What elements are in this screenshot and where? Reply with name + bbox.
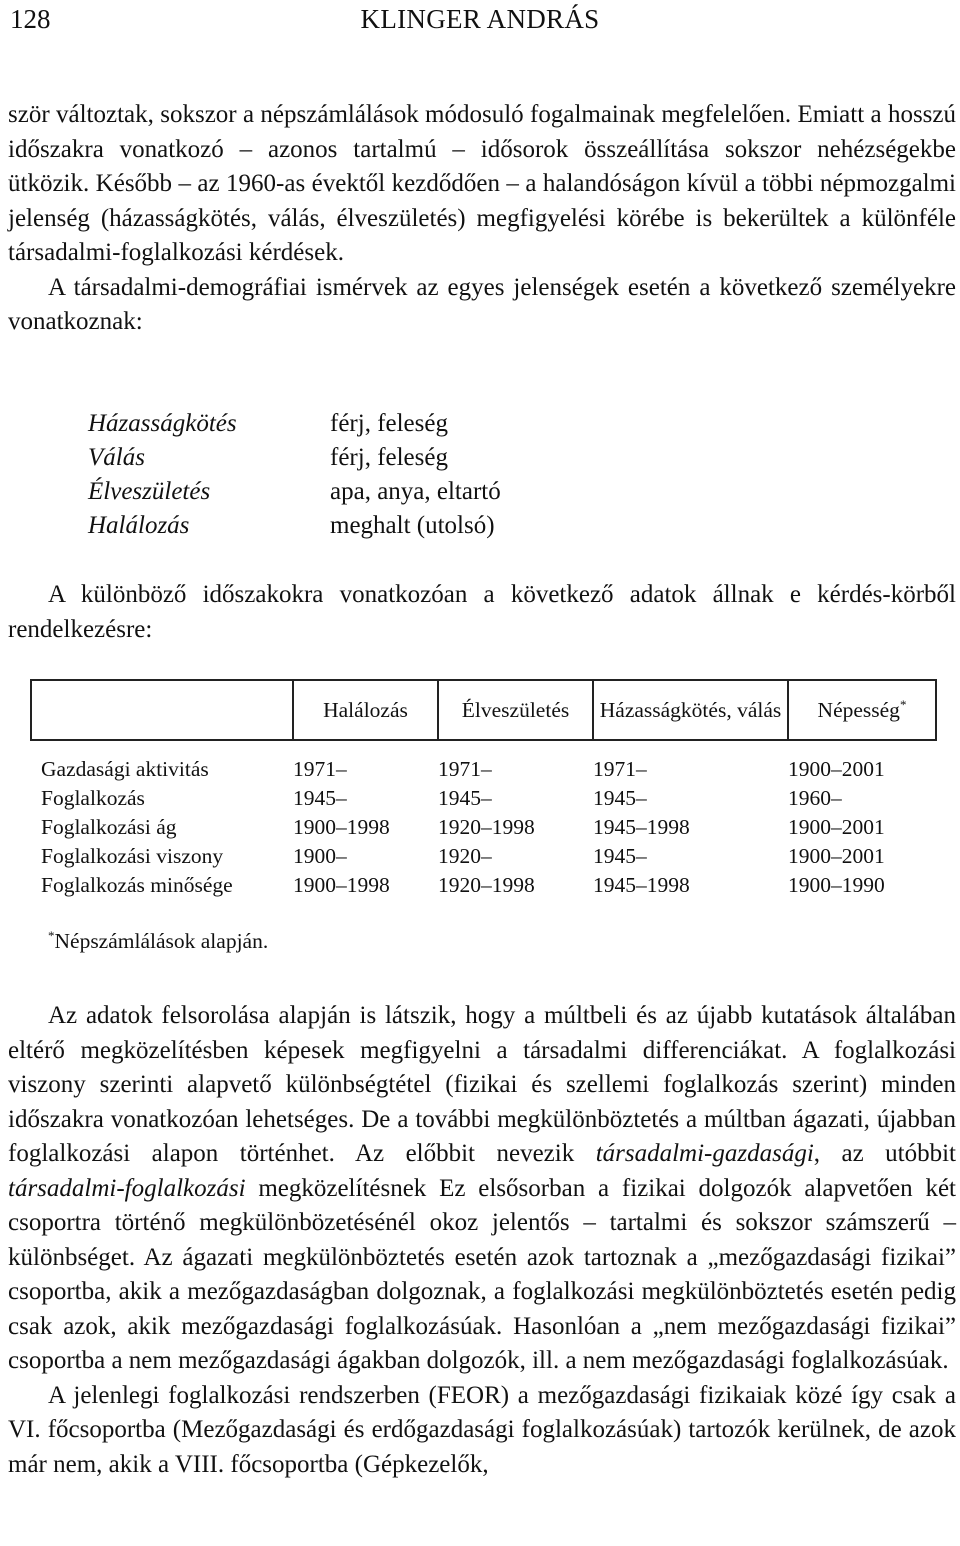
footnote-marker: * [48, 927, 55, 943]
running-head-author: KLINGER ANDRÁS [360, 4, 600, 34]
table-header-cell [788, 680, 936, 740]
table-cell: 1900– [293, 844, 347, 868]
header-label: Népesség [817, 697, 900, 722]
data-availability-table [30, 679, 937, 900]
table-header-cell: Házasságkötés, válás [593, 680, 788, 740]
definition-term: Válás [88, 444, 145, 471]
row-label: Foglalkozási ág [41, 815, 177, 839]
body-paragraph: A jelenlegi foglalkozási rendszerben (FEOR) a mezőgazdasági fizikaiak közé így csak a VI. főcsoportba (Mezőgazdasági és erdőgazdasági foglalkozásúak) tartozók kerülnek, de azok már nem, akik a VIII. főcsoportba (Gépkezelők, [8, 1381, 956, 1478]
table-cell: 1920– [438, 844, 492, 868]
table-cell: 1900–1990 [788, 873, 885, 897]
table-cell: 1920–1998 [438, 815, 535, 839]
emphasis-term: társadalmi-gazdasági [595, 1140, 814, 1167]
table-cell: 1945– [593, 844, 647, 868]
definition-row [88, 509, 501, 543]
table-cell: 1971– [593, 757, 647, 781]
table-intro-section [8, 578, 956, 647]
table-row [31, 740, 936, 784]
criteria-paragraph: A társadalmi-demográfiai ismérvek az egyes jelenségek esetén a következő személyekre vonatkoznak: [8, 273, 956, 335]
table-cell: 1900–1998 [293, 873, 390, 897]
body-section [8, 999, 956, 1482]
footnote-text: Népszámlálások alapján. [54, 929, 269, 953]
definition-term: Halálozás [88, 512, 190, 539]
table-cell: 1945– [593, 786, 647, 810]
definition-value: férj, feleség [330, 444, 448, 471]
table-row [31, 784, 936, 813]
table-footnote [48, 929, 268, 954]
definition-term: Házasságkötés [88, 410, 237, 437]
row-label: Gazdasági aktivitás [41, 757, 209, 781]
intro-section [8, 98, 956, 340]
intro-paragraph: ször változtak, sokszor a népszámlálások módosuló fogalmainak megfelelően. Emiatt a hosszú időszakra vonatkozó – azonos tartalmú – idősorok összeállítása sokszor nehézségekbe ütközik. Később – az 1960-as évektől kezdődően – a halandóságon kívül a többi népmozgalmi jelenség (házasságkötés, válás, élveszületés) megfigyelési körébe is bekerültek a különféle társadalmi-foglalkozási kérdések. [8, 101, 956, 266]
table-header-cell: Halálozás [293, 680, 438, 740]
table-header-row [31, 680, 936, 740]
table-cell: 1900–2001 [788, 757, 885, 781]
body-text: Az adatok felsorolása alapján is látszik, hogy a múltbeli és az újabb kutatások általában eltérő megközelítésben képesek megfigyelni a társadalmi differenciákat. A foglalkozási viszony szerinti alapvető különbségtétel (fizikai és szellemi foglalkozás szerint) minden időszakra vonatkozóan lehetséges. De a további megkülönböztetés a múltban ágazati, újabban foglalkozási alapon történhet. Az előbbit nevezik [8, 1002, 956, 1167]
table-header-cell: Élveszületés [438, 680, 593, 740]
row-label: Foglalkozás minősége [41, 873, 233, 897]
body-text: , az utóbbit [813, 1140, 956, 1167]
table-cell: 1960– [788, 786, 842, 810]
table-cell: 1900–2001 [788, 844, 885, 868]
table-cell: 1945– [438, 786, 492, 810]
table-cell: 1900–1998 [293, 815, 390, 839]
table-intro-paragraph: A különböző időszakokra vonatkozóan a következő adatok állnak e kérdés-körből rendelkezésre: [8, 581, 956, 643]
definition-value: apa, anya, eltartó [330, 478, 501, 505]
page-number: 128 [10, 4, 51, 34]
table-row [31, 871, 936, 900]
table-cell: 1945– [293, 786, 347, 810]
table-row [31, 842, 936, 871]
definition-term: Élveszületés [88, 478, 211, 505]
row-label: Foglalkozás [41, 786, 145, 810]
table-row [31, 813, 936, 842]
definition-row [88, 441, 501, 475]
body-paragraph [8, 999, 956, 1379]
definition-value: meghalt (utolsó) [330, 512, 495, 539]
table-header-cell [31, 680, 293, 740]
emphasis-term: társadalmi-foglalkozási [8, 1174, 246, 1202]
running-header [8, 2, 952, 40]
definition-list [88, 407, 501, 543]
definition-row [88, 475, 501, 509]
table-cell: 1900–2001 [788, 815, 885, 839]
table-cell: 1971– [438, 757, 492, 781]
body-text: megközelítésnek Ez elsősorban a fizikai dolgozók alapvetően két csoportra történő megkülönbözetésénél okoz jelentős – tartalmi és sokszor számszerű – különbséget. Az ágazati megkülönböztetés esetén azok tartoznak a „mezőgazdasági fizikai” csoportba, akik a mezőgazdaságban dolgoznak, a foglalkozási megkülönböztetés esetén pedig csak azok, akik mezőgazdasági foglalkozásúak. Hasonlóan a „nem mezőgazdasági fizikai” csoportba a nem mezőgazdasági ágakban dolgozók, ill. a nem mezőgazdasági foglalkozásúak. [8, 1174, 956, 1374]
table-cell: 1945–1998 [593, 873, 690, 897]
table-cell: 1971– [293, 757, 347, 781]
table-cell: 1945–1998 [593, 815, 690, 839]
footnote-marker: * [899, 696, 907, 712]
row-label: Foglalkozási viszony [41, 844, 224, 868]
definition-value: férj, feleség [330, 410, 448, 437]
table-cell: 1920–1998 [438, 873, 535, 897]
definition-row [88, 407, 501, 441]
